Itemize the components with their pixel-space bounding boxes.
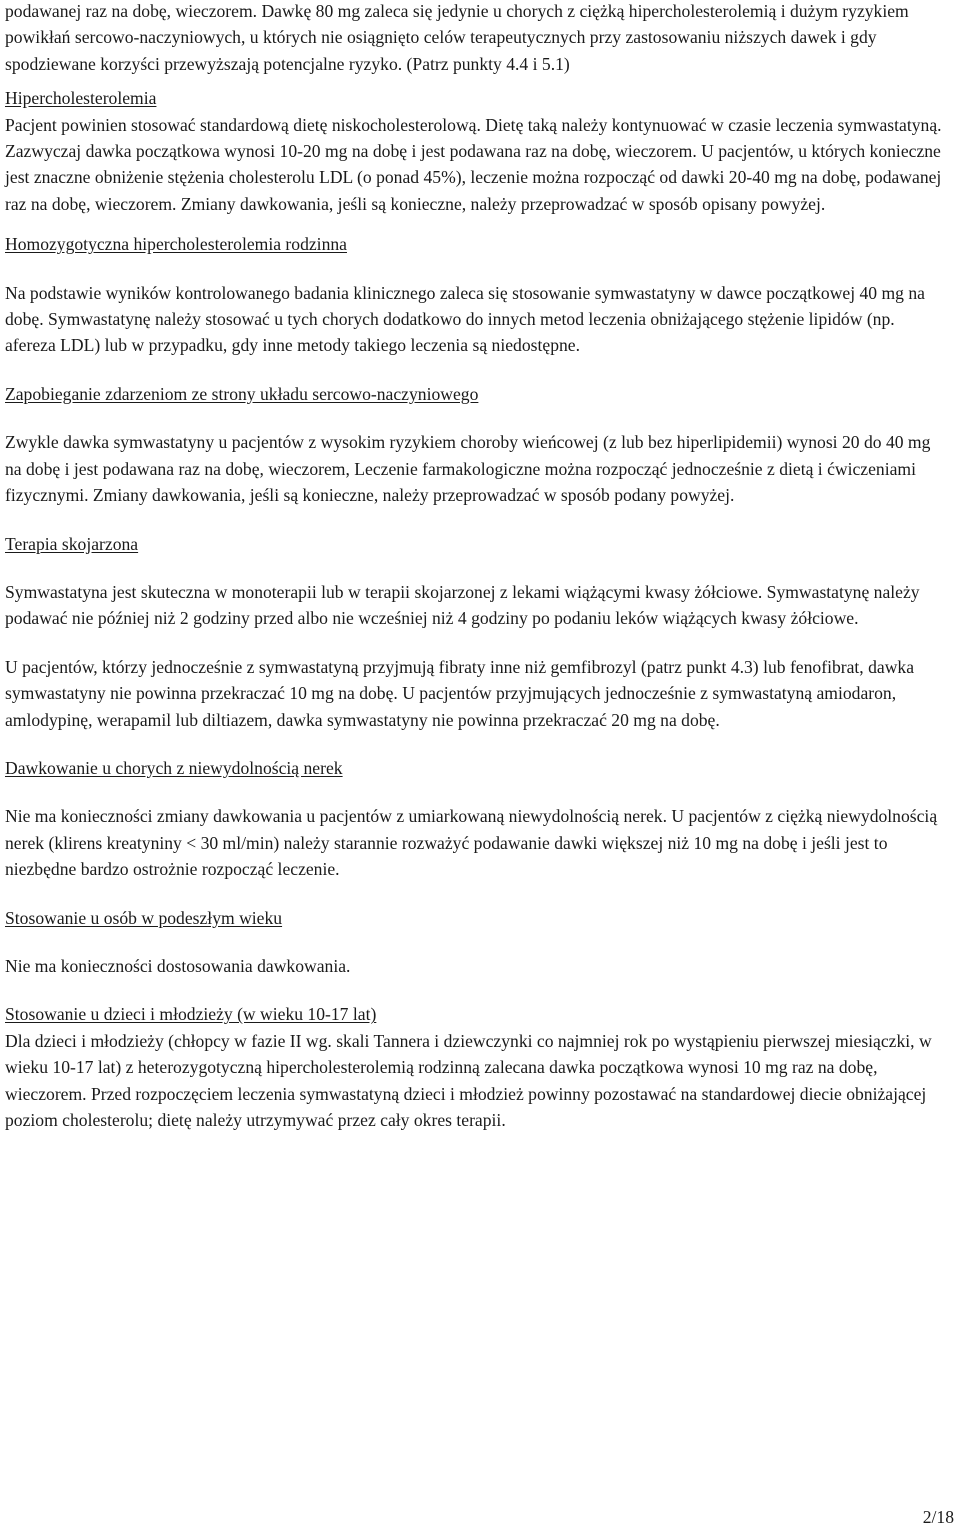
heading-terapia-skojarzona: Terapia skojarzona <box>5 533 139 554</box>
page-number: 2/18 <box>922 1507 954 1527</box>
document-body <box>5 0 943 1133</box>
heading-homozygotyczna: Homozygotyczna hipercholesterolemia rodzinna <box>5 234 347 255</box>
paragraph-hipercholesterolemia: Pacjent powinien stosować standardową dietę niskocholesterolową. Dietę taką należy kontynuować w czasie leczenia symwastatyną. Zazwyczaj dawka początkowa wynosi 10-20 mg na dobę i jest podawana raz na dobę, wieczorem. U pacjentów, u których konieczne jest znaczne obniżenie stężenia cholesterolu LDL (o ponad 45%), leczenie można rozpocząć od dawki 20-40 mg na dobę, podawanej raz na dobę, wieczorem. Zmiany dawkowania, jeśli są konieczne, należy przeprowadzać w sposób opisany powyżej. <box>5 114 942 214</box>
paragraph-niewydolnosc-nerek: Nie ma konieczności zmiany dawkowania u pacjentów z umiarkowaną niewydolnością nerek. U pacjentów z ciężką niewydolnością nerek (klirens kreatyniny < 30 ml/min) należy starannie rozważyć podawanie dawki większej niż 10 mg na dobę i jeśli jest to niezbędne bardzo ostrożnie rozpocząć leczenie. <box>5 806 938 880</box>
paragraph-dzieci-mlodziez: Dla dzieci i młodzieży (chłopcy w fazie II wg. skali Tannera i dziewczynki co najmniej rok po wystąpieniu pierwszej miesiączki, w wieku 10-17 lat) z heterozygotyczną hipercholesterolemią rodzinną zalecana dawka początkowa wynosi 10 mg raz na dobę, wieczorem. Przed rozpoczęciem leczenia symwastatyną dzieci i młodzież powinny pozostawać na standardowej diecie obniżającej poziom cholesterolu; dietę należy utrzymywać przez cały okres terapii. <box>5 1030 932 1130</box>
intro-paragraph: podawanej raz na dobę, wieczorem. Dawkę 80 mg zaleca się jedynie u chorych z ciężką hipercholesterolemią i dużym ryzykiem powikłań sercowo-naczyniowych, u których nie osiągnięto celów terapeutycznych przy zastosowaniu niższych dawek i gdy spodziewane korzyści przewyższają potencjalne ryzyko. (Patrz punkty 4.4 i 5.1) <box>5 1 909 74</box>
paragraph-osoby-starsze: Nie ma konieczności dostosowania dawkowania. <box>5 955 351 976</box>
paragraph-terapia-2: U pacjentów, którzy jednocześnie z symwastatyną przyjmują fibraty inne niż gemfibrozyl (patrz punkt 4.3) lub fenofibrat, dawka symwastatyny nie powinna przekraczać 10 mg na dobę. U pacjentów przyjmujących jednocześnie z symwastatyną amiodaron, amlodypinę, werapamil lub diltiazem, dawka symwastatyny nie powinna przekraczać 20 mg na dobę. <box>5 656 915 730</box>
heading-zapobieganie: Zapobieganie zdarzeniom ze strony układu sercowo-naczyniowego <box>5 383 479 404</box>
heading-hipercholesterolemia: Hipercholesterolemia <box>5 88 157 109</box>
heading-niewydolnosc-nerek: Dawkowanie u chorych z niewydolnością nerek <box>5 757 343 778</box>
heading-osoby-starsze: Stosowanie u osób w podeszłym wieku <box>5 907 283 928</box>
paragraph-homozygotyczna: Na podstawie wyników kontrolowanego badania klinicznego zaleca się stosowanie symwastatyny w dawce początkowej 40 mg na dobę. Symwastatynę należy stosować u tych chorych dodatkowo do innych metod leczenia obniżającego stężenie lipidów (np. afereza LDL) lub w przypadku, gdy inne metody takiego leczenia są niedostępne. <box>5 282 925 356</box>
paragraph-terapia-1: Symwastatyna jest skuteczna w monoterapii lub w terapii skojarzonej z lekami wiążącymi kwasy żółciowe. Symwastatynę należy podawać nie później niż 2 godziny przed albo nie wcześniej niż 4 godziny po podaniu leków wiążących kwasy żółciowe. <box>5 581 920 629</box>
paragraph-zapobieganie: Zwykle dawka symwastatyny u pacjentów z wysokim ryzykiem choroby wieńcowej (z lub bez hiperlipidemii) wynosi 20 do 40 mg na dobę i jest podawana raz na dobę, wieczorem, Leczenie farmakologiczne można rozpocząć jednocześnie z dietą i ćwiczeniami fizycznymi. Zmiany dawkowania, jeśli są konieczne, należy przeprowadzać w sposób podany powyżej. <box>5 432 931 506</box>
heading-dzieci-mlodziez: Stosowanie u dzieci i młodzieży (w wieku 10-17 lat) <box>5 1004 377 1025</box>
